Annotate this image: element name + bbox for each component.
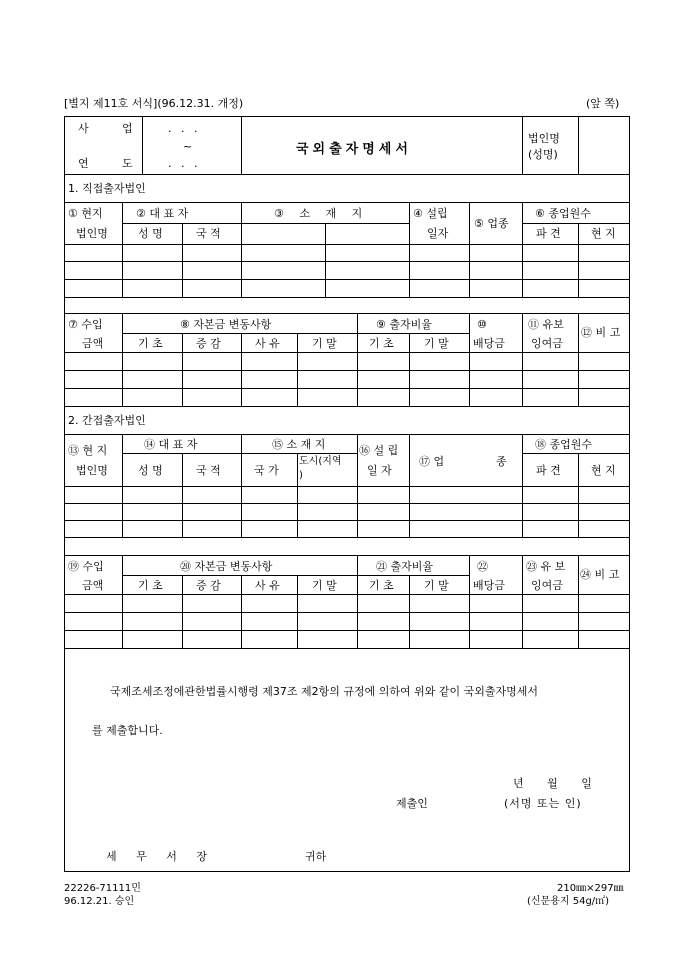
period-end-field[interactable]: . . . <box>168 157 201 170</box>
divider <box>522 116 523 174</box>
col-cap-change: 증 감 <box>196 337 221 350</box>
col-industry: ⑰ 업 <box>419 455 445 468</box>
col-dividend-1: ㉒ <box>477 560 488 573</box>
divider <box>522 202 523 297</box>
divider <box>64 630 630 631</box>
section1-title: 1. 직접출자법인 <box>68 182 146 195</box>
divider <box>325 223 326 297</box>
col-dispatched: 파 견 <box>536 464 561 477</box>
divider <box>122 313 123 406</box>
declaration-text-1: 국제조세조정에관한법률시행령 제37조 제2항의 규정에 의하여 위와 같이 국외출자명세서 <box>110 685 539 698</box>
section2-title: 2. 간접출자법인 <box>68 414 146 427</box>
col-cap-end: 기 말 <box>312 579 337 592</box>
col-cap-begin: 기 초 <box>138 579 163 592</box>
divider <box>522 555 523 648</box>
col-employees: ⑱ 종업원수 <box>535 438 593 451</box>
divider <box>122 555 123 648</box>
divider <box>182 453 183 537</box>
divider <box>64 555 630 556</box>
divider <box>64 244 630 245</box>
col-dividend-1: ⑩ <box>477 318 487 331</box>
col-share-ratio: ⑨ 출자비율 <box>376 318 432 331</box>
col-cap-begin: 기 초 <box>138 337 163 350</box>
corp-name-field[interactable] <box>580 118 628 172</box>
col-dividend-2: 배당금 <box>473 579 505 592</box>
divider <box>64 313 630 314</box>
divider <box>64 261 630 262</box>
col-income-2: 금액 <box>82 337 104 350</box>
col-local-corp-2: 법인명 <box>76 227 108 240</box>
divider <box>522 223 630 224</box>
divider <box>64 279 630 280</box>
divider <box>64 388 630 389</box>
col-industry: ⑤ 업종 <box>474 217 509 230</box>
divider <box>64 612 630 613</box>
divider <box>64 370 630 371</box>
year-label-2: 도 <box>122 157 133 170</box>
submitter-label: 제출인 <box>396 797 428 810</box>
col-city-close: ) <box>299 470 303 481</box>
divider <box>64 537 630 538</box>
col-local: 현 지 <box>591 464 616 477</box>
divider <box>122 333 469 334</box>
col-local-corp-1: ① 현지 <box>68 207 103 220</box>
col-cap-reason: 사 유 <box>255 579 280 592</box>
divider <box>64 352 630 353</box>
col-remarks: ㉔ 비 고 <box>580 568 620 581</box>
col-cap-change: 증 감 <box>196 579 221 592</box>
col-retained-1: ㉓ 유 보 <box>526 560 566 573</box>
col-established-2: 일 자 <box>367 464 392 477</box>
col-established-1: ④ 설립 <box>413 207 448 220</box>
corp-name-label: 법인명 <box>528 132 560 145</box>
form-title: 국외출자명세서 <box>296 142 412 157</box>
paper-size: 210㎜×297㎜ <box>557 883 624 894</box>
col-local: 현 지 <box>591 227 616 240</box>
col-established-2: 일자 <box>427 227 449 240</box>
divider <box>182 223 183 297</box>
divider <box>64 503 630 504</box>
divider <box>64 520 630 521</box>
divider <box>297 453 298 537</box>
divider <box>64 486 630 487</box>
col-ratio-end: 기 말 <box>424 579 449 592</box>
divider <box>357 313 358 406</box>
col-income-1: ⑲ 수입 <box>68 560 104 573</box>
page-side-label: (앞 쪽) <box>586 97 620 110</box>
col-income-1: ⑦ 수입 <box>68 318 103 331</box>
col-industry-2: 종 <box>496 455 507 468</box>
col-local-corp-2: 법인명 <box>76 464 108 477</box>
divider <box>578 223 579 297</box>
divider <box>357 555 358 648</box>
paper-type: (신문용지 54g/㎡) <box>527 896 610 907</box>
col-capital-change: ⑧ 자본금 변동사항 <box>180 318 272 331</box>
divider <box>578 116 579 174</box>
col-cap-end: 기 말 <box>312 337 337 350</box>
col-ratio-begin: 기 초 <box>369 579 394 592</box>
col-location: ③ 소 재 지 <box>274 207 369 220</box>
col-retained-2: 잉여금 <box>531 579 563 592</box>
col-country: 국 가 <box>254 464 279 477</box>
divider <box>122 575 469 576</box>
col-location: ⑮ 소 재 지 <box>272 438 326 451</box>
divider <box>578 453 579 537</box>
divider <box>122 223 409 224</box>
divider <box>64 594 630 595</box>
divider <box>469 555 470 648</box>
divider <box>64 297 630 298</box>
form-id: [별지 제11호 서식](96.12.31. 개정) <box>64 97 244 110</box>
divider <box>241 116 242 174</box>
col-capital-change: ⑳ 자본금 변동사항 <box>180 560 273 573</box>
period-start-field[interactable]: . . . <box>168 122 201 135</box>
col-established-1: ⑯ 설 립 <box>359 444 399 457</box>
form-code: 22226-71111민 <box>64 883 141 894</box>
divider <box>409 202 410 297</box>
period-tilde: ~ <box>183 140 193 153</box>
divider <box>64 174 630 175</box>
divider <box>522 313 523 406</box>
divider <box>64 406 630 407</box>
col-city: 도시(지역 <box>299 456 342 467</box>
date-field[interactable]: 년 월 일 <box>513 777 602 790</box>
col-representative: ② 대 표 자 <box>136 207 189 220</box>
col-dividend-2: 배당금 <box>473 337 505 350</box>
col-income-2: 금액 <box>82 579 104 592</box>
col-rep-name: 성 명 <box>138 227 163 240</box>
col-employees: ⑥ 종업원수 <box>535 207 591 220</box>
col-representative: ⑭ 대 표 자 <box>144 438 198 451</box>
tax-office-label: 세 무 서 장 <box>106 850 215 863</box>
col-rep-nationality: 국 적 <box>196 227 221 240</box>
col-dispatched: 파 견 <box>536 227 561 240</box>
divider <box>122 202 123 297</box>
col-cap-reason: 사 유 <box>255 337 280 350</box>
year-label-1: 연 <box>78 157 89 170</box>
divider <box>578 313 579 406</box>
divider <box>241 202 242 297</box>
corp-name-sublabel: (성명) <box>528 148 558 161</box>
col-retained-2: 잉여금 <box>531 337 563 350</box>
divider <box>578 555 579 648</box>
col-local-corp-1: ⑬ 현 지 <box>68 444 108 457</box>
col-ratio-end: 기 말 <box>424 337 449 350</box>
business-label-1: 사 <box>78 122 89 135</box>
divider <box>522 453 630 454</box>
divider <box>64 648 630 649</box>
divider <box>469 313 470 406</box>
signature-field[interactable]: (서명 또는 인) <box>504 797 582 810</box>
divider <box>64 434 630 435</box>
col-remarks: ⑫ 비 고 <box>581 326 621 339</box>
divider <box>469 202 470 297</box>
honorific-label: 귀하 <box>305 850 327 863</box>
col-ratio-begin: 기 초 <box>369 337 394 350</box>
col-rep-name: 성 명 <box>138 464 163 477</box>
divider <box>142 116 143 174</box>
approval-date: 96.12.21. 승인 <box>64 896 135 907</box>
col-retained-1: ⑪ 유보 <box>528 318 564 331</box>
business-label-2: 업 <box>122 122 133 135</box>
divider <box>64 202 630 203</box>
col-rep-nationality: 국 적 <box>196 464 221 477</box>
col-share-ratio: ㉑ 출자비율 <box>376 560 434 573</box>
declaration-text-2: 를 제출합니다. <box>92 724 163 737</box>
divider <box>122 453 357 454</box>
